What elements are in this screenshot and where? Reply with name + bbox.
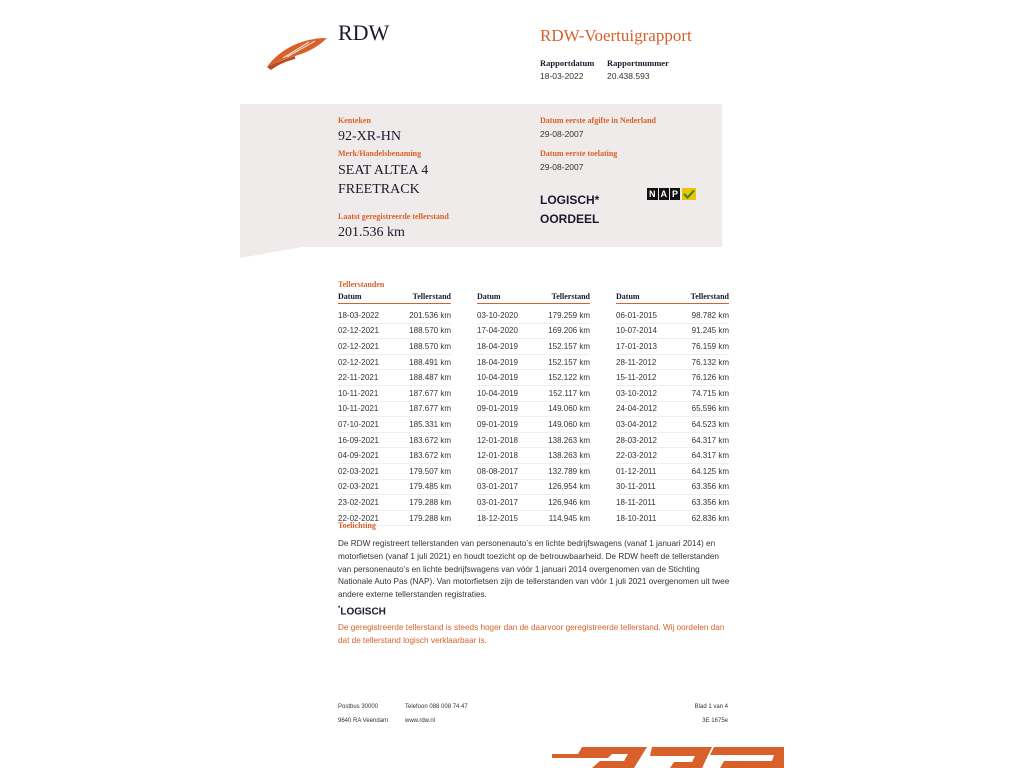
table-row (616, 433, 729, 449)
footer-postbus: Postbus 30000 (338, 704, 379, 710)
reading-date: 08-08-2017 (477, 466, 518, 476)
reading-date: 10-04-2019 (477, 388, 518, 398)
logisch-heading (338, 606, 386, 617)
odometer-value: 201.536 km (338, 225, 405, 240)
table-row (338, 324, 451, 340)
table-row (477, 370, 590, 386)
table-row (477, 355, 590, 371)
table-row (477, 448, 590, 464)
odometer-label: Laatst geregistreerde tellerstand (338, 212, 449, 221)
nap-badge (647, 188, 696, 200)
col-reading-header: Tellerstand (412, 292, 451, 301)
table-row (616, 464, 729, 480)
nap-letter-a: A (660, 189, 667, 199)
reading-date: 04-09-2021 (338, 451, 379, 461)
reading-date: 18-12-2015 (477, 513, 518, 523)
reading-value: 63.356 km (691, 482, 729, 492)
reading-value: 64.317 km (691, 435, 729, 445)
reading-value: 138.263 km (548, 451, 590, 461)
reading-value: 126.946 km (548, 497, 590, 507)
vehicle-summary-panel (240, 104, 722, 247)
first-reg-nl-value: 29-08-2007 (540, 129, 584, 139)
reading-date: 10-07-2014 (616, 326, 657, 336)
plate-value: 92-XR-HN (338, 129, 401, 144)
reading-value: 149.060 km (548, 419, 590, 429)
table-row (338, 370, 451, 386)
brand-name: RDW (338, 20, 390, 45)
footer-web[interactable]: www.rdw.nl (405, 718, 436, 724)
table-row (616, 386, 729, 402)
table-row (616, 324, 729, 340)
reading-value: 62.836 km (691, 513, 729, 523)
rdw-stripes-graphic (552, 745, 784, 768)
table-row (477, 402, 590, 418)
reading-date: 17-04-2020 (477, 326, 518, 336)
table-row (477, 308, 590, 324)
reading-value: 188.570 km (409, 341, 451, 351)
reading-date: 18-11-2011 (616, 497, 656, 507)
rdw-feather-logo (265, 34, 329, 70)
table-row (616, 339, 729, 355)
nap-letter-p: P (672, 189, 679, 199)
table-row (616, 417, 729, 433)
reading-value: 91.245 km (691, 326, 729, 336)
reading-value: 183.672 km (409, 451, 451, 461)
col-date-header: Datum (616, 292, 640, 301)
table-row (477, 480, 590, 496)
table-row (477, 464, 590, 480)
col-date-header: Datum (338, 292, 362, 301)
reading-date: 10-04-2019 (477, 373, 518, 383)
reading-value: 132.789 km (548, 466, 590, 476)
reading-value: 201.536 km (409, 310, 451, 320)
reading-value: 126.954 km (548, 482, 590, 492)
reading-value: 152.117 km (548, 388, 590, 398)
reading-value: 76.126 km (691, 373, 729, 383)
reading-value: 76.132 km (691, 357, 729, 367)
reading-value: 188.487 km (409, 373, 451, 383)
reading-date: 01-12-2011 (616, 466, 657, 476)
reading-date: 15-11-2012 (616, 373, 657, 383)
reading-value: 152.122 km (548, 373, 590, 383)
reading-value: 179.507 km (409, 466, 451, 476)
table-row (338, 495, 451, 511)
reading-value: 114.945 km (548, 513, 590, 523)
reading-date: 03-04-2012 (616, 419, 657, 429)
table-row (616, 495, 729, 511)
table-row (338, 386, 451, 402)
footer-phone: Telefoon 088 008 74 47 (405, 704, 468, 710)
table-row (477, 386, 590, 402)
footer-address: 9640 RA Veendam (338, 718, 389, 724)
reading-value: 187.677 km (409, 404, 451, 414)
make-line-2: FREETRACK (338, 182, 420, 197)
readings-column (477, 292, 590, 526)
table-row (338, 448, 451, 464)
readings-title: Tellerstanden (338, 280, 385, 289)
reading-date: 18-04-2019 (477, 341, 518, 351)
table-row (477, 417, 590, 433)
reading-value: 179.259 km (548, 310, 590, 320)
reading-date: 10-11-2021 (338, 388, 379, 398)
verdict-line-2: OORDEEL (540, 212, 600, 226)
table-row (616, 308, 729, 324)
reading-date: 03-01-2017 (477, 497, 518, 507)
reading-value: 169.206 km (548, 326, 590, 336)
verdict (540, 191, 599, 229)
reading-value: 76.159 km (691, 341, 729, 351)
reading-date: 18-10-2011 (616, 513, 657, 523)
col-reading-header: Tellerstand (551, 292, 590, 301)
footer-code: 3E 1675e (702, 718, 728, 724)
reading-value: 74.715 km (691, 388, 729, 398)
reading-date: 02-12-2021 (338, 341, 379, 351)
report-date-label: Rapportdatum (540, 58, 595, 68)
reading-value: 152.157 km (548, 341, 590, 351)
reading-date: 07-10-2021 (338, 419, 379, 429)
reading-value: 188.570 km (409, 326, 451, 336)
table-row (616, 370, 729, 386)
reading-date: 22-11-2021 (338, 373, 379, 383)
reading-date: 28-03-2012 (616, 435, 657, 445)
reading-date: 17-01-2013 (616, 341, 657, 351)
reading-value: 179.288 km (409, 513, 451, 523)
footer-page: Blad 1 van 4 (694, 704, 728, 710)
explanation-title: Toelichting (338, 521, 376, 530)
reading-date: 18-03-2022 (338, 310, 379, 320)
reading-value: 65.596 km (691, 404, 729, 414)
table-row (477, 433, 590, 449)
reading-date: 22-03-2012 (616, 451, 657, 461)
explanation-body: De RDW registreert tellerstanden van personenauto’s en lichte bedrijfswagens (vanaf 1 januari 2014) en motorfietsen (vanaf 1 juli 2021) en houdt toezicht op de betrouwbaarheid. De RDW heeft de tellerstanden van personenauto’s en lichte bedrijfswagens van vóór 1 januari 2014 overgenomen van de Stichting Nationale Auto Pas (NAP). Van motorfietsen zijn de tellerstanden van vóór 1 juli 2021 overgenomen uit twee andere externe tellerstanden registraties. (338, 539, 730, 600)
make-label: Merk/Handelsbenaming (338, 149, 422, 158)
report-date: 18-03-2022 (540, 71, 584, 81)
reading-date: 23-02-2021 (338, 497, 379, 507)
make-line-1: SEAT ALTEA 4 (338, 163, 429, 178)
first-admission-label: Datum eerste toelating (540, 149, 618, 158)
table-row (338, 402, 451, 418)
reading-date: 02-03-2021 (338, 482, 379, 492)
reading-date: 16-09-2021 (338, 435, 379, 445)
readings-header (616, 292, 729, 304)
table-row (338, 308, 451, 324)
panel-tail (240, 247, 302, 258)
col-reading-header: Tellerstand (690, 292, 729, 301)
report-title: RDW-Voertuigrapport (540, 26, 692, 45)
nap-letter-n: N (649, 189, 656, 199)
table-row (616, 511, 729, 527)
table-row (477, 324, 590, 340)
reading-date: 03-10-2012 (616, 388, 657, 398)
reading-value: 98.782 km (691, 310, 729, 320)
reading-date: 18-04-2019 (477, 357, 518, 367)
reading-value: 63.356 km (691, 497, 729, 507)
reading-value: 188.491 km (409, 357, 451, 367)
reading-date: 02-12-2021 (338, 357, 379, 367)
table-row (616, 402, 729, 418)
verdict-line-1: LOGISCH* (540, 193, 600, 207)
first-admission-value: 29-08-2007 (540, 162, 584, 172)
table-row (338, 417, 451, 433)
reading-value: 64.523 km (691, 419, 729, 429)
reading-value: 138.263 km (548, 435, 590, 445)
checkmark-icon (682, 188, 696, 200)
logisch-star: * (338, 606, 341, 612)
reading-value: 185.331 km (409, 419, 451, 429)
first-reg-nl-label: Datum eerste afgifte in Nederland (540, 116, 656, 125)
readings-header (477, 292, 590, 304)
reading-value: 183.672 km (409, 435, 451, 445)
reading-value: 179.485 km (409, 482, 451, 492)
reading-date: 22-02-2021 (338, 513, 379, 523)
table-row (338, 355, 451, 371)
table-row (338, 433, 451, 449)
reading-date: 12-01-2018 (477, 451, 518, 461)
readings-column (338, 292, 451, 526)
reading-date: 10-11-2021 (338, 404, 379, 414)
table-row (477, 511, 590, 527)
reading-date: 02-12-2021 (338, 326, 379, 336)
reading-value: 64.125 km (691, 466, 729, 476)
table-row (477, 339, 590, 355)
table-row (338, 464, 451, 480)
report-number-label: Rapportnummer (607, 58, 669, 68)
table-row (616, 448, 729, 464)
plate-label: Kenteken (338, 116, 371, 125)
readings-column (616, 292, 729, 526)
logisch-body: De geregistreerde tellerstand is steeds hoger dan de daarvoor geregistreerde tellerstand. Wij oordelen dan dat de tellerstand logisch verklaarbaar is. (338, 623, 725, 645)
logisch-title: LOGISCH (340, 606, 386, 618)
table-row (616, 355, 729, 371)
reading-value: 187.677 km (409, 388, 451, 398)
reading-date: 30-11-2011 (616, 482, 656, 492)
readings-header (338, 292, 451, 304)
col-date-header: Datum (477, 292, 501, 301)
reading-value: 152.157 km (548, 357, 590, 367)
table-row (338, 339, 451, 355)
reading-date: 06-01-2015 (616, 310, 657, 320)
reading-value: 149.060 km (548, 404, 590, 414)
reading-value: 179.288 km (409, 497, 451, 507)
report-number: 20.438.593 (607, 71, 650, 81)
table-row (616, 480, 729, 496)
reading-date: 03-10-2020 (477, 310, 518, 320)
reading-date: 09-01-2019 (477, 419, 518, 429)
table-row (338, 480, 451, 496)
table-row (477, 495, 590, 511)
reading-date: 28-11-2012 (616, 357, 657, 367)
reading-date: 24-04-2012 (616, 404, 657, 414)
reading-date: 12-01-2018 (477, 435, 518, 445)
reading-date: 03-01-2017 (477, 482, 518, 492)
reading-date: 02-03-2021 (338, 466, 379, 476)
reading-value: 64.317 km (691, 451, 729, 461)
reading-date: 09-01-2019 (477, 404, 518, 414)
